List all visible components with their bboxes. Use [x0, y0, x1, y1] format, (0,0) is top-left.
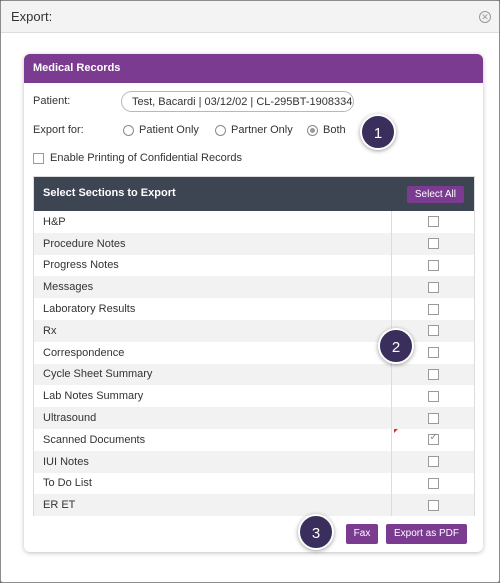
section-checkbox[interactable]: [428, 434, 439, 445]
section-label: Ultrasound: [43, 412, 97, 425]
table-row: [34, 385, 474, 407]
radio-circle-selected-icon: [307, 125, 318, 136]
patient-field[interactable]: Test, Bacardi | 03/12/02 | CL-295BT-1908334: [121, 91, 354, 112]
callout-badge-2: 2: [378, 328, 414, 364]
section-label: Messages: [43, 281, 94, 294]
checkbox-icon[interactable]: [33, 153, 44, 164]
table-row: [34, 211, 474, 233]
section-label: ER ET: [43, 499, 76, 512]
radio-partner-only[interactable]: [215, 124, 293, 136]
confidential-label: Enable Printing of Confidential Records: [50, 152, 243, 164]
table-row: [34, 298, 474, 320]
table-row: [34, 494, 474, 516]
section-checkbox-cell: [391, 364, 474, 386]
section-label: Scanned Documents: [43, 433, 146, 446]
table-row: [34, 407, 474, 429]
section-rows: [34, 211, 474, 516]
flag-marker-icon: [394, 429, 398, 433]
sections-header: [34, 177, 474, 211]
callout-badge-3: 3: [298, 514, 334, 550]
table-row: [34, 451, 474, 473]
section-checkbox[interactable]: [428, 413, 439, 424]
radio-circle-icon: [215, 125, 226, 136]
section-checkbox-cell: [391, 233, 474, 255]
fax-button[interactable]: Fax: [346, 524, 378, 544]
section-checkbox[interactable]: [428, 304, 439, 315]
patient-label: Patient:: [33, 95, 71, 107]
export-for-label: Export for:: [33, 124, 84, 136]
section-label: IUI Notes: [43, 455, 89, 468]
section-label: Procedure Notes: [43, 237, 126, 250]
section-label: Lab Notes Summary: [43, 390, 144, 403]
dialog-header: [1, 1, 499, 33]
section-checkbox[interactable]: [428, 216, 439, 227]
radio-both[interactable]: [307, 124, 346, 136]
section-label: Cycle Sheet Summary: [43, 368, 153, 381]
section-checkbox[interactable]: [428, 500, 439, 511]
table-row: [34, 255, 474, 277]
table-row: [34, 364, 474, 386]
radio-patient-only[interactable]: [123, 124, 199, 136]
radio-label: Partner Only: [231, 124, 293, 136]
section-label: To Do List: [43, 477, 92, 490]
section-checkbox[interactable]: [428, 391, 439, 402]
section-checkbox-cell: [391, 255, 474, 277]
section-checkbox-cell: [391, 451, 474, 473]
section-checkbox[interactable]: [428, 325, 439, 336]
section-checkbox-cell: [391, 473, 474, 495]
dialog-title: Export:: [11, 9, 53, 24]
table-row: [34, 473, 474, 495]
table-row: [34, 429, 474, 451]
section-label: Rx: [43, 324, 57, 337]
close-icon[interactable]: ✕: [479, 11, 491, 23]
sections-title: Select Sections to Export: [43, 187, 176, 199]
select-all-button[interactable]: Select All: [407, 186, 464, 203]
section-checkbox[interactable]: [428, 347, 439, 358]
section-label: H&P: [43, 215, 66, 228]
export-pdf-button[interactable]: Export as PDF: [386, 524, 467, 544]
section-label: Laboratory Results: [43, 303, 136, 316]
radio-circle-icon: [123, 125, 134, 136]
table-row: [34, 276, 474, 298]
section-checkbox[interactable]: [428, 282, 439, 293]
section-checkbox[interactable]: [428, 260, 439, 271]
section-checkbox-cell: [391, 494, 474, 516]
section-checkbox[interactable]: [428, 238, 439, 249]
section-checkbox[interactable]: [428, 369, 439, 380]
section-checkbox-cell: [391, 211, 474, 233]
section-checkbox-cell: [391, 298, 474, 320]
medical-records-card: [24, 54, 483, 552]
confidential-checkbox-row[interactable]: [33, 152, 242, 164]
section-checkbox[interactable]: [428, 478, 439, 489]
table-row: [34, 233, 474, 255]
section-checkbox-cell: [391, 385, 474, 407]
card-title: Medical Records: [24, 54, 483, 83]
radio-label: Patient Only: [139, 124, 199, 136]
section-checkbox-cell: [391, 276, 474, 298]
callout-badge-1: 1: [360, 114, 396, 150]
section-checkbox[interactable]: [428, 456, 439, 467]
section-checkbox-cell: [391, 407, 474, 429]
radio-label: Both: [323, 124, 346, 136]
section-label: Progress Notes: [43, 259, 119, 272]
section-checkbox-cell: [391, 429, 474, 451]
section-label: Correspondence: [43, 346, 125, 359]
